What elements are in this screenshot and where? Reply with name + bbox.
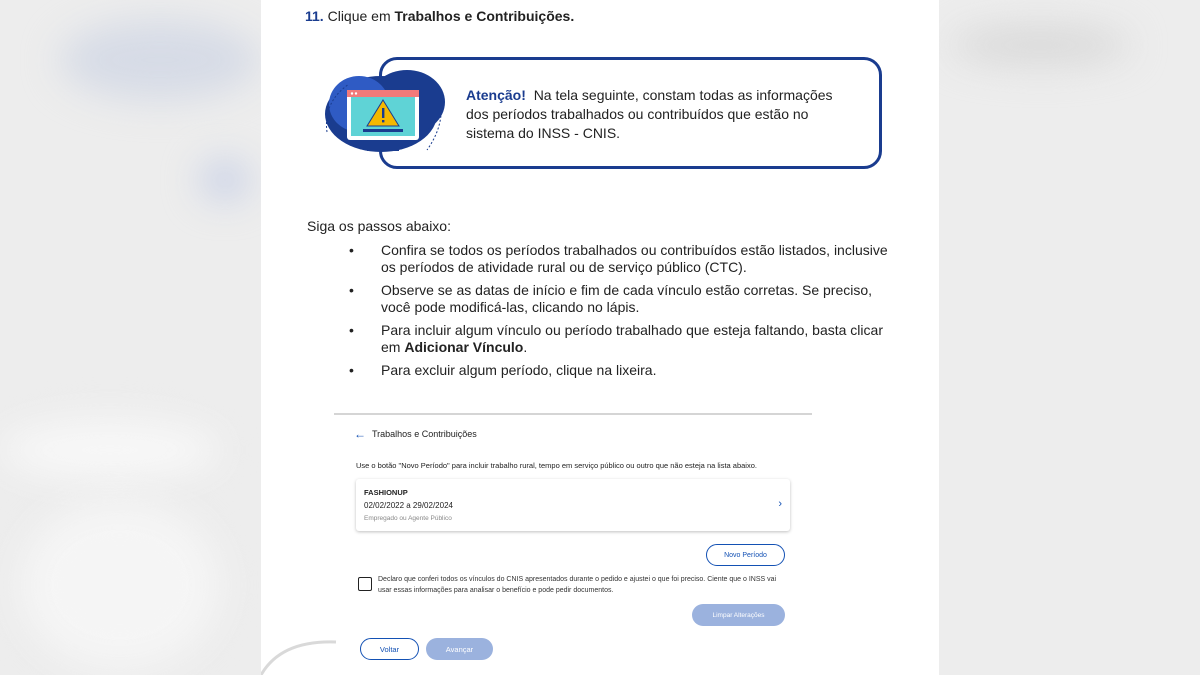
bullet-icon: • bbox=[349, 362, 354, 378]
screen-instruction: Use o botão "Novo Período" para incluir trabalho rural, tempo em serviço público ou outro que não esteja na lista abaixo. bbox=[356, 461, 757, 470]
list-item-text: Para incluir algum vínculo ou período trabalhado que esteja faltando, basta clicar em bbox=[381, 322, 883, 355]
declaration-checkbox[interactable] bbox=[358, 577, 372, 591]
employment-period: 02/02/2022 a 29/02/2024 bbox=[364, 501, 453, 510]
step-prefix: Clique em bbox=[323, 8, 395, 24]
chevron-right-icon[interactable]: › bbox=[778, 498, 782, 510]
employment-card[interactable] bbox=[356, 479, 790, 531]
list-item bbox=[349, 322, 889, 356]
attention-text bbox=[466, 86, 846, 143]
arrow-left-icon[interactable]: ← bbox=[354, 427, 366, 441]
bullet-icon: • bbox=[349, 322, 354, 338]
attention-message: Na tela seguinte, constam todas as informações dos períodos trabalhados ou contribuídos que estão no sistema do INSS - CNIS. bbox=[466, 87, 833, 141]
warning-computer-illustration bbox=[319, 62, 449, 162]
new-period-button[interactable]: Novo Período bbox=[706, 544, 785, 566]
employer-name: FASHIONUP bbox=[364, 488, 408, 497]
steps-intro: Siga os passos abaixo: bbox=[307, 218, 451, 234]
embedded-screenshot bbox=[334, 413, 812, 675]
decorative-arc bbox=[261, 630, 341, 675]
attention-label: Atenção! bbox=[466, 87, 526, 103]
background-blur-shape bbox=[200, 160, 250, 200]
list-item bbox=[349, 282, 889, 316]
background-blur-shape bbox=[950, 25, 1130, 65]
steps-list bbox=[349, 242, 889, 385]
step-instruction bbox=[305, 8, 574, 24]
bullet-icon: • bbox=[349, 282, 354, 298]
step-target: Trabalhos e Contribuições. bbox=[394, 8, 575, 24]
list-item bbox=[349, 362, 889, 379]
step-number: 11. bbox=[305, 8, 324, 24]
background-blur-shape bbox=[60, 20, 260, 100]
list-item-text-end: . bbox=[523, 339, 528, 355]
screen-title: Trabalhos e Contribuições bbox=[372, 429, 477, 439]
employment-type: Empregado ou Agente Público bbox=[364, 515, 452, 522]
next-button[interactable]: Avançar bbox=[426, 638, 493, 660]
list-item bbox=[349, 242, 889, 276]
list-item-text: Confira se todos os períodos trabalhados ou contribuídos estão listados, inclusive os períodos de atividade rural ou de serviço público (CTC). bbox=[381, 242, 888, 275]
list-item-text: Observe se as datas de início e fim de cada vínculo estão corretas. Se preciso, você pode modificá-las, clicando no lápis. bbox=[381, 282, 873, 315]
document-page bbox=[261, 0, 939, 675]
list-item-text: Para excluir algum período, clique na lixeira. bbox=[381, 362, 657, 378]
background-blur-shape bbox=[20, 500, 220, 670]
bullet-icon: • bbox=[349, 242, 354, 258]
clear-changes-button[interactable]: Limpar Alterações bbox=[692, 604, 785, 626]
screen-header bbox=[354, 427, 477, 441]
background-blur-shape bbox=[0, 420, 220, 480]
back-button[interactable]: Voltar bbox=[360, 638, 419, 660]
list-item-bold-text: Adicionar Vínculo bbox=[404, 339, 524, 355]
declaration-text: Declaro que conferi todos os vínculos do CNIS apresentados durante o pedido e ajustei o que foi preciso. Ciente que o INSS vai usar essas informações para analisar o benefício e pode pedir documentos. bbox=[378, 576, 777, 594]
